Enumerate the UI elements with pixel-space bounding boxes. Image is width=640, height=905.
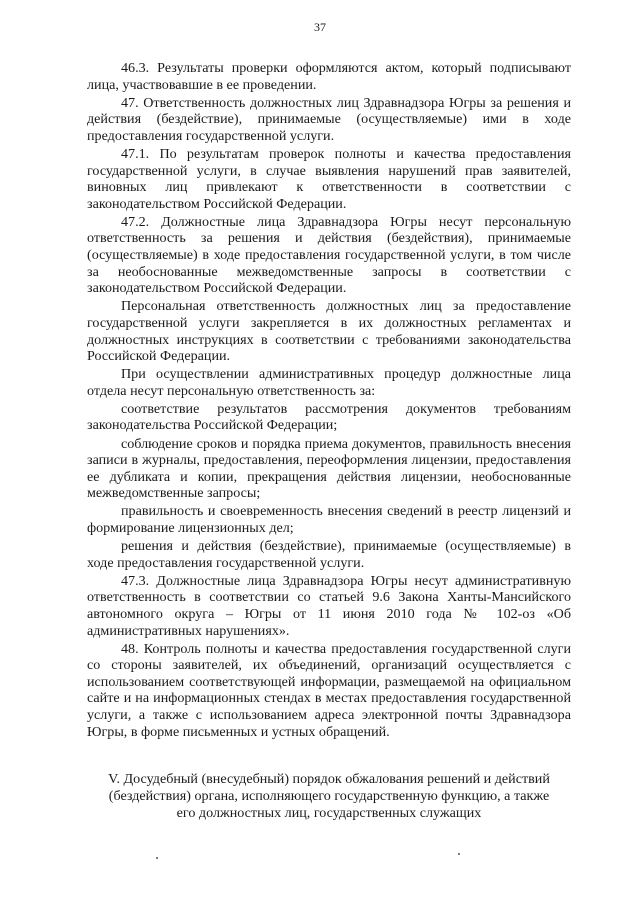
document-body: [87, 60, 571, 742]
section-heading: [87, 771, 571, 821]
section-heading-line: (бездействия) органа, исполняющего государственную функцию, а также: [108, 787, 550, 804]
paragraph-procedures-intro: При осуществлении административных процедур должностные лица отдела несут персональную ответственность за:: [87, 366, 571, 399]
paragraph-47-1: 47.1. По результатам проверок полноты и качества предоставления государственной услуги, в случае выявления нарушений прав заявителей, виновных лиц привлекают к ответственности в соответствии с законодательством Российской Федерации.: [87, 145, 571, 212]
list-item-deadlines: соблюдение сроков и порядка приема документов, правильность внесения записи в журналы, предоставления, переоформления лицензии, предоставления ее дубликата и копии, прекращения действия лицензии, необоснованные межведомственные запросы;: [87, 435, 571, 502]
paragraph-47: 47. Ответственность должностных лиц Здравнадзора Югры за решения и действия (бездействие), принимаемые (осуществляемые) ими в ходе предоставления государственной услуги.: [87, 94, 571, 144]
section-heading-line: его должностных лиц, государственных служащих: [176, 804, 482, 821]
paragraph-47-2: 47.2. Должностные лица Здравнадзора Югры несут персональную ответственность за решения и действия (бездействия), принимаемые (осуществляемые) в ходе предоставления государственной услуги, в том числе за необоснованные межведомственные запросы в соответствии с законодательством Российской Федерации.: [87, 213, 571, 297]
list-item-decisions: решения и действия (бездействие), принимаемые (осуществляемые) в ходе предоставления государственной услуги.: [87, 538, 571, 571]
paragraph-48: 48. Контроль полноты и качества предоставления государственной слуги со стороны заявителей, их объединений, организаций осуществляется с использованием соответствующей информации, размещаемой на официальном сайте и на информационных стендах в местах предоставления государственной услуги, а также с использованием адреса электронной почты Здравнадзора Югры, в форме письменных и устных обращений.: [87, 640, 571, 740]
scan-speck: [156, 857, 158, 859]
list-item-compliance: соответствие результатов рассмотрения документов требованиям законодательства Российской Федерации;: [87, 400, 571, 434]
list-item-registry: правильность и своевременность внесения сведений в реестр лицензий и формирование лицензионных дел;: [87, 503, 571, 537]
page-number: 37: [314, 20, 326, 34]
scan-speck: [458, 853, 460, 855]
paragraph-46-3: 46.3. Результаты проверки оформляются актом, который подписывают лица, участвовавшие в ее проведении.: [87, 60, 571, 93]
paragraph-47-3: 47.3. Должностные лица Здравнадзора Югры несут административную ответственность в соответствии со статьей 9.6 Закона Ханты-Мансийского автономного округа – Югры от 11 июня 2010 года № 102-оз «Об административных нарушениях».: [87, 572, 571, 639]
paragraph-personal-responsibility: Персональная ответственность должностных лиц за предоставление государственной услуги закрепляется в их должностных регламентах и должностных инструкциях в соответствии с требованиями законодательства Российской Федерации.: [87, 298, 571, 365]
section-heading-line: V. Досудебный (внесудебный) порядок обжалования решений и действий: [108, 771, 550, 787]
